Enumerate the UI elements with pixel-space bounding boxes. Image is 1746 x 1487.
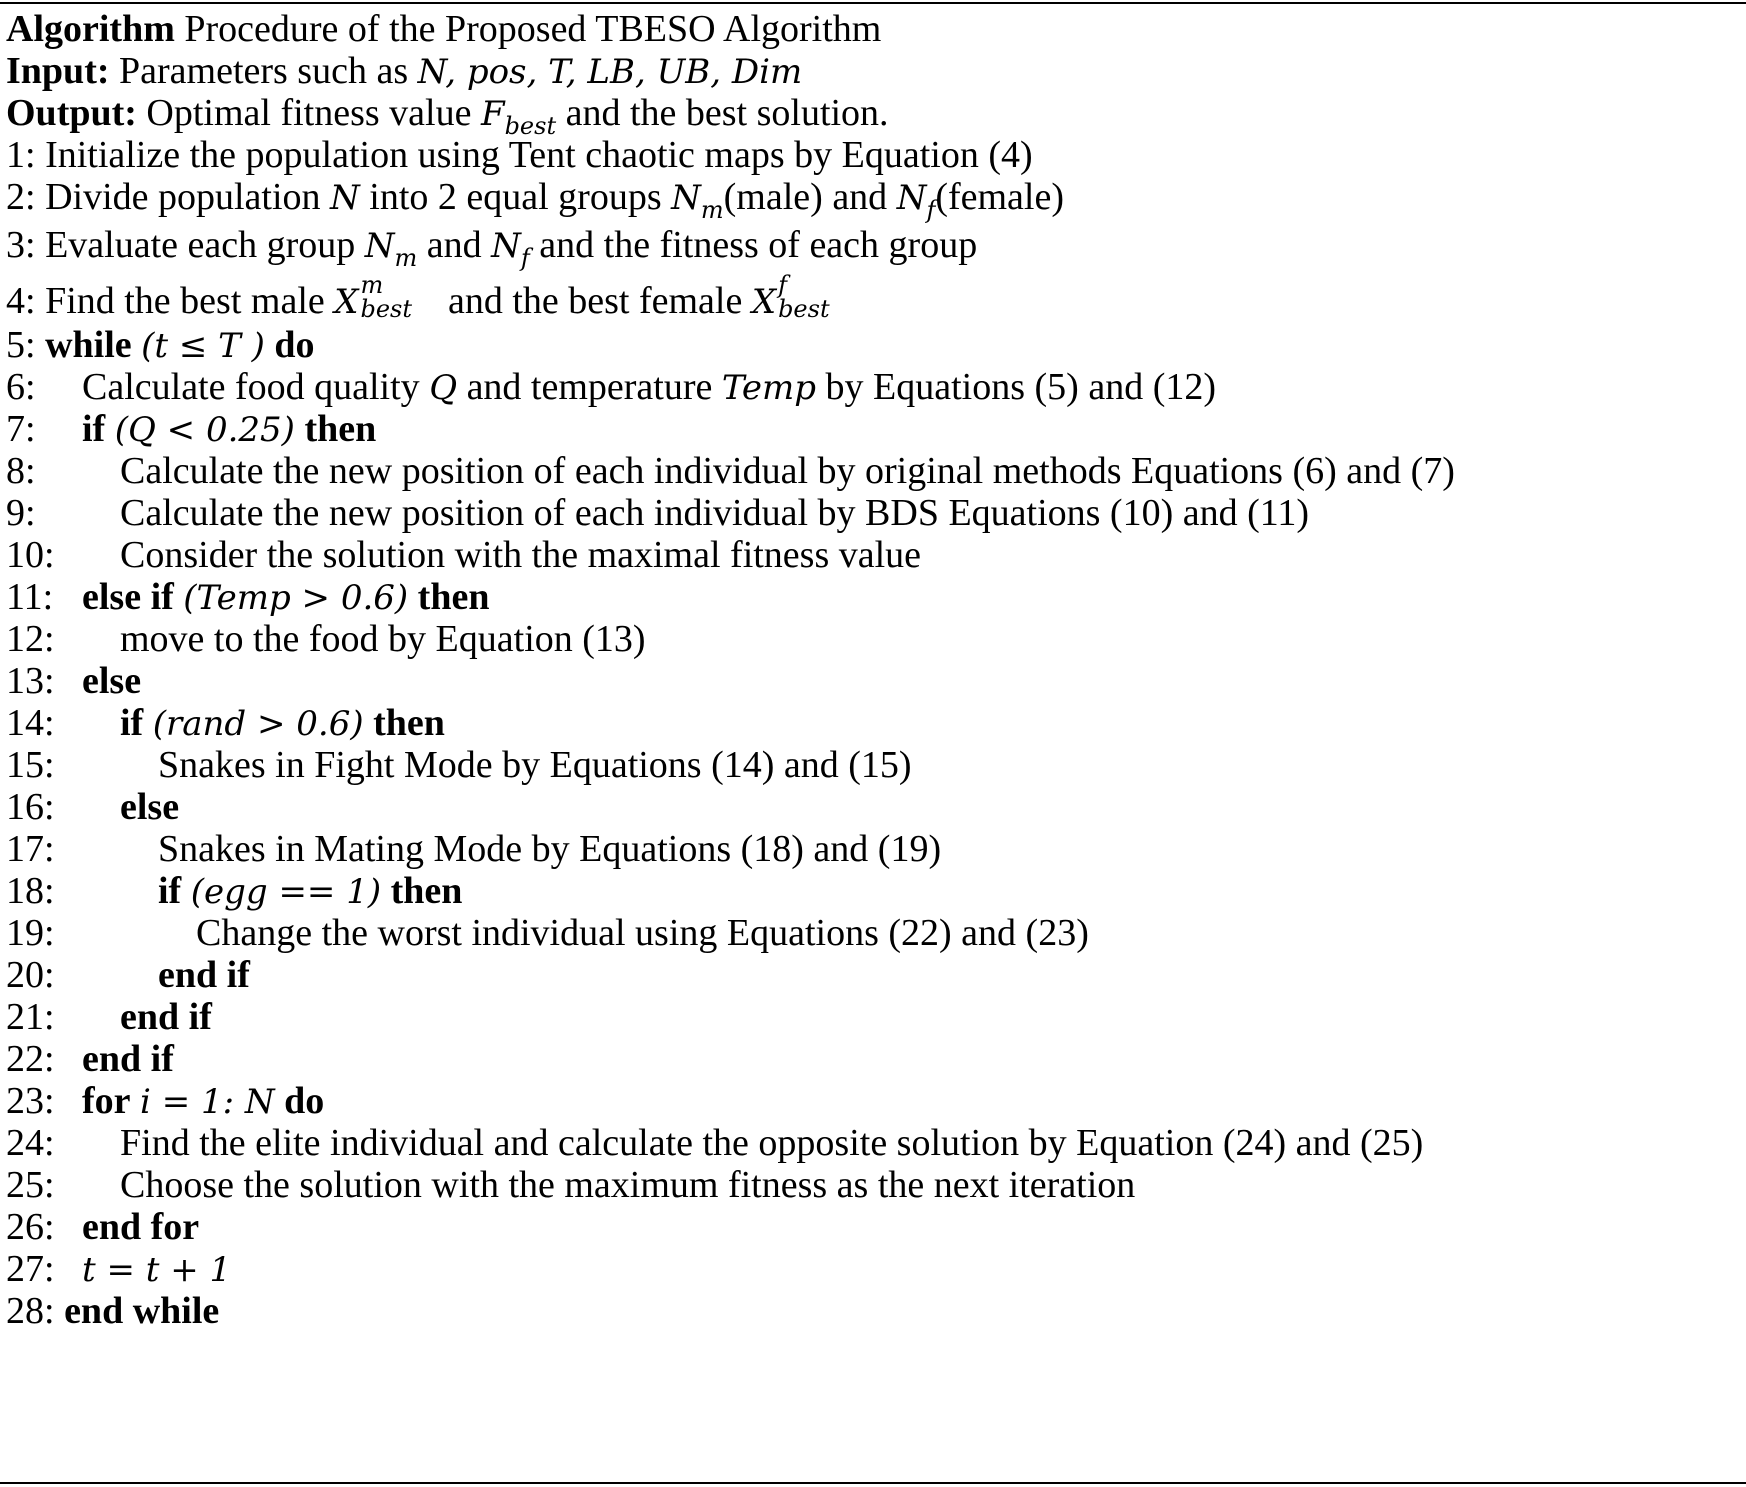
step-18 xyxy=(6,870,463,912)
step-12 xyxy=(6,618,646,660)
keyword: end for xyxy=(82,1206,200,1248)
step-text: Initialize the population using Tent chaotic maps by Equation (4) xyxy=(45,134,1033,176)
keyword: end while xyxy=(64,1290,220,1332)
step-text: Consider the solution with the maximal fitness value xyxy=(120,534,922,576)
step-17 xyxy=(6,828,942,870)
step-body xyxy=(82,578,489,616)
step-number: 4: xyxy=(6,280,36,322)
step-13 xyxy=(6,660,142,702)
step-4 xyxy=(6,271,856,323)
keyword: for xyxy=(82,1080,131,1122)
step-24 xyxy=(6,1122,1424,1164)
step-text: Find the elite individual and calculate the opposite solution by Equation (24) and (25) xyxy=(120,1122,1424,1164)
output-var: F xyxy=(480,94,505,134)
var-sub: m xyxy=(394,244,418,272)
step-8 xyxy=(6,450,1455,492)
keyword: do xyxy=(284,1080,325,1122)
keyword: then xyxy=(417,576,490,618)
step-text: Find the best male xyxy=(45,280,325,322)
step-body xyxy=(120,788,179,826)
step-text: and the best female xyxy=(447,280,743,322)
step-6 xyxy=(6,366,1217,408)
var-n: N xyxy=(671,178,701,218)
step-text: Divide population xyxy=(45,176,321,218)
var-sub: f xyxy=(926,196,936,224)
step-number: 22: xyxy=(6,1038,55,1080)
step-text: Evaluate each group xyxy=(45,224,356,266)
keyword: while xyxy=(45,324,132,366)
step-text: and temperature xyxy=(466,366,713,408)
step-body xyxy=(82,1250,231,1288)
var-x: X xyxy=(751,282,777,322)
step-body xyxy=(82,410,376,448)
title-label: Algorithm xyxy=(6,8,175,50)
step-text: and xyxy=(426,224,482,266)
keyword: then xyxy=(304,408,377,450)
output-text-b: and the best solution. xyxy=(565,92,889,134)
step-25 xyxy=(6,1164,1136,1206)
step-11 xyxy=(6,576,490,618)
title-text: Procedure of the Proposed TBESO Algorithm xyxy=(184,8,882,50)
keyword: else xyxy=(82,660,142,702)
var-n: N xyxy=(896,178,927,218)
step-text: by Equations (5) and (12) xyxy=(825,366,1217,408)
expression: (Temp > 0.6) xyxy=(183,578,409,618)
output-text: Optimal fitness value xyxy=(146,92,472,134)
step-text: Snakes in Mating Mode by Equations (18) and (19) xyxy=(158,828,942,870)
step-number: 1: xyxy=(6,134,36,176)
step-number: 19: xyxy=(6,912,55,954)
step-22 xyxy=(6,1038,174,1080)
step-number: 16: xyxy=(6,786,55,828)
var-q: Q xyxy=(429,368,458,408)
step-body xyxy=(120,998,212,1036)
step-text: Change the worst individual using Equations (22) and (23) xyxy=(196,912,1089,954)
step-26 xyxy=(6,1206,200,1248)
keyword: then xyxy=(390,870,463,912)
step-number: 25: xyxy=(6,1164,55,1206)
step-number: 26: xyxy=(6,1206,55,1248)
step-body xyxy=(82,1208,199,1246)
step-number: 8: xyxy=(6,450,36,492)
step-text: and the fitness of each group xyxy=(539,224,978,266)
step-number: 24: xyxy=(6,1122,55,1164)
step-number: 28: xyxy=(6,1290,55,1332)
keyword: then xyxy=(373,702,445,744)
var-n: N xyxy=(491,226,521,266)
output-line xyxy=(6,92,889,140)
step-text: Snakes in Fight Mode by Equations (14) and (15) xyxy=(158,744,912,786)
step-9 xyxy=(6,492,1310,534)
step-body xyxy=(158,872,462,910)
expression: i = 1: N xyxy=(140,1082,275,1122)
step-number: 23: xyxy=(6,1080,55,1122)
step-number: 14: xyxy=(6,702,55,744)
var-sup: m xyxy=(360,271,384,299)
keyword: do xyxy=(274,324,315,366)
expression: t = t + 1 xyxy=(82,1250,232,1290)
input-params: N, pos, T, LB, UB, Dim xyxy=(417,52,803,92)
step-body xyxy=(82,1040,174,1078)
step-text: Calculate food quality xyxy=(82,366,420,408)
step-28 xyxy=(6,1292,219,1332)
step-body xyxy=(82,368,1216,406)
step-number: 18: xyxy=(6,870,55,912)
step-number: 12: xyxy=(6,618,55,660)
step-5 xyxy=(6,326,315,366)
keyword: else if xyxy=(82,576,174,618)
input-line xyxy=(6,52,802,92)
step-number: 2: xyxy=(6,176,36,218)
step-text: Choose the solution with the maximum fitness as the next iteration xyxy=(120,1164,1136,1206)
expression: (Q < 0.25) xyxy=(114,410,295,450)
step-number: 11: xyxy=(6,576,54,618)
step-body xyxy=(120,704,445,742)
step-23 xyxy=(6,1080,325,1122)
keyword: if xyxy=(120,702,144,744)
step-1 xyxy=(6,136,1033,176)
step-15 xyxy=(6,744,912,786)
step-number: 7: xyxy=(6,408,36,450)
step-body xyxy=(82,662,141,700)
step-text: into 2 equal groups xyxy=(369,176,662,218)
step-3 xyxy=(6,224,978,272)
step-number: 3: xyxy=(6,224,36,266)
keyword: end if xyxy=(82,1038,174,1080)
output-label: Output: xyxy=(6,92,137,134)
step-number: 9: xyxy=(6,492,36,534)
step-number: 10: xyxy=(6,534,55,576)
input-label: Input: xyxy=(6,50,110,92)
var-sub: best xyxy=(778,295,830,323)
step-text: Calculate the new position of each individual by original methods Equations (6) and (7) xyxy=(120,450,1455,492)
step-number: 15: xyxy=(6,744,55,786)
step-number: 13: xyxy=(6,660,55,702)
top-rule xyxy=(0,2,1746,4)
step-number: 20: xyxy=(6,954,55,996)
step-20 xyxy=(6,954,250,996)
var-sup: f xyxy=(778,271,787,299)
step-19 xyxy=(6,912,1089,954)
step-text: Calculate the new position of each individual by BDS Equations (10) and (11) xyxy=(120,492,1310,534)
step-number: 27: xyxy=(6,1248,55,1290)
keyword: end if xyxy=(158,954,250,996)
expression: (egg == 1) xyxy=(190,872,382,912)
step-7 xyxy=(6,408,377,450)
step-text: (female) xyxy=(935,176,1065,218)
step-number: 21: xyxy=(6,996,55,1038)
var-sub: best xyxy=(360,295,412,323)
step-number: 6: xyxy=(6,366,36,408)
var-n: N xyxy=(330,178,360,218)
supsub-male xyxy=(358,271,438,323)
step-2 xyxy=(6,176,1065,224)
step-number: 17: xyxy=(6,828,55,870)
step-number: 5: xyxy=(6,324,36,366)
bottom-rule xyxy=(0,1482,1746,1484)
step-body xyxy=(82,1082,324,1120)
expression: (rand > 0.6) xyxy=(152,704,364,744)
step-14 xyxy=(6,702,445,744)
step-10 xyxy=(6,534,922,576)
step-text: (male) and xyxy=(723,176,888,218)
step-body xyxy=(158,956,250,994)
input-text: Parameters such as xyxy=(119,50,409,92)
var-x: X xyxy=(334,282,359,322)
step-21 xyxy=(6,996,212,1038)
keyword: if xyxy=(158,870,182,912)
var-sub: f xyxy=(520,244,530,272)
keyword: if xyxy=(82,408,106,450)
supsub-female xyxy=(776,271,856,323)
keyword: end if xyxy=(120,996,212,1038)
expression: (t ≤ T ) xyxy=(141,326,265,366)
var-sub: m xyxy=(700,196,724,224)
output-sub: best xyxy=(504,112,557,140)
step-text: move to the food by Equation (13) xyxy=(120,618,646,660)
algorithm-title xyxy=(6,10,881,50)
step-16 xyxy=(6,786,180,828)
var-temp: Temp xyxy=(721,368,817,408)
step-27 xyxy=(6,1248,232,1290)
keyword: else xyxy=(120,786,180,828)
var-n: N xyxy=(364,226,395,266)
